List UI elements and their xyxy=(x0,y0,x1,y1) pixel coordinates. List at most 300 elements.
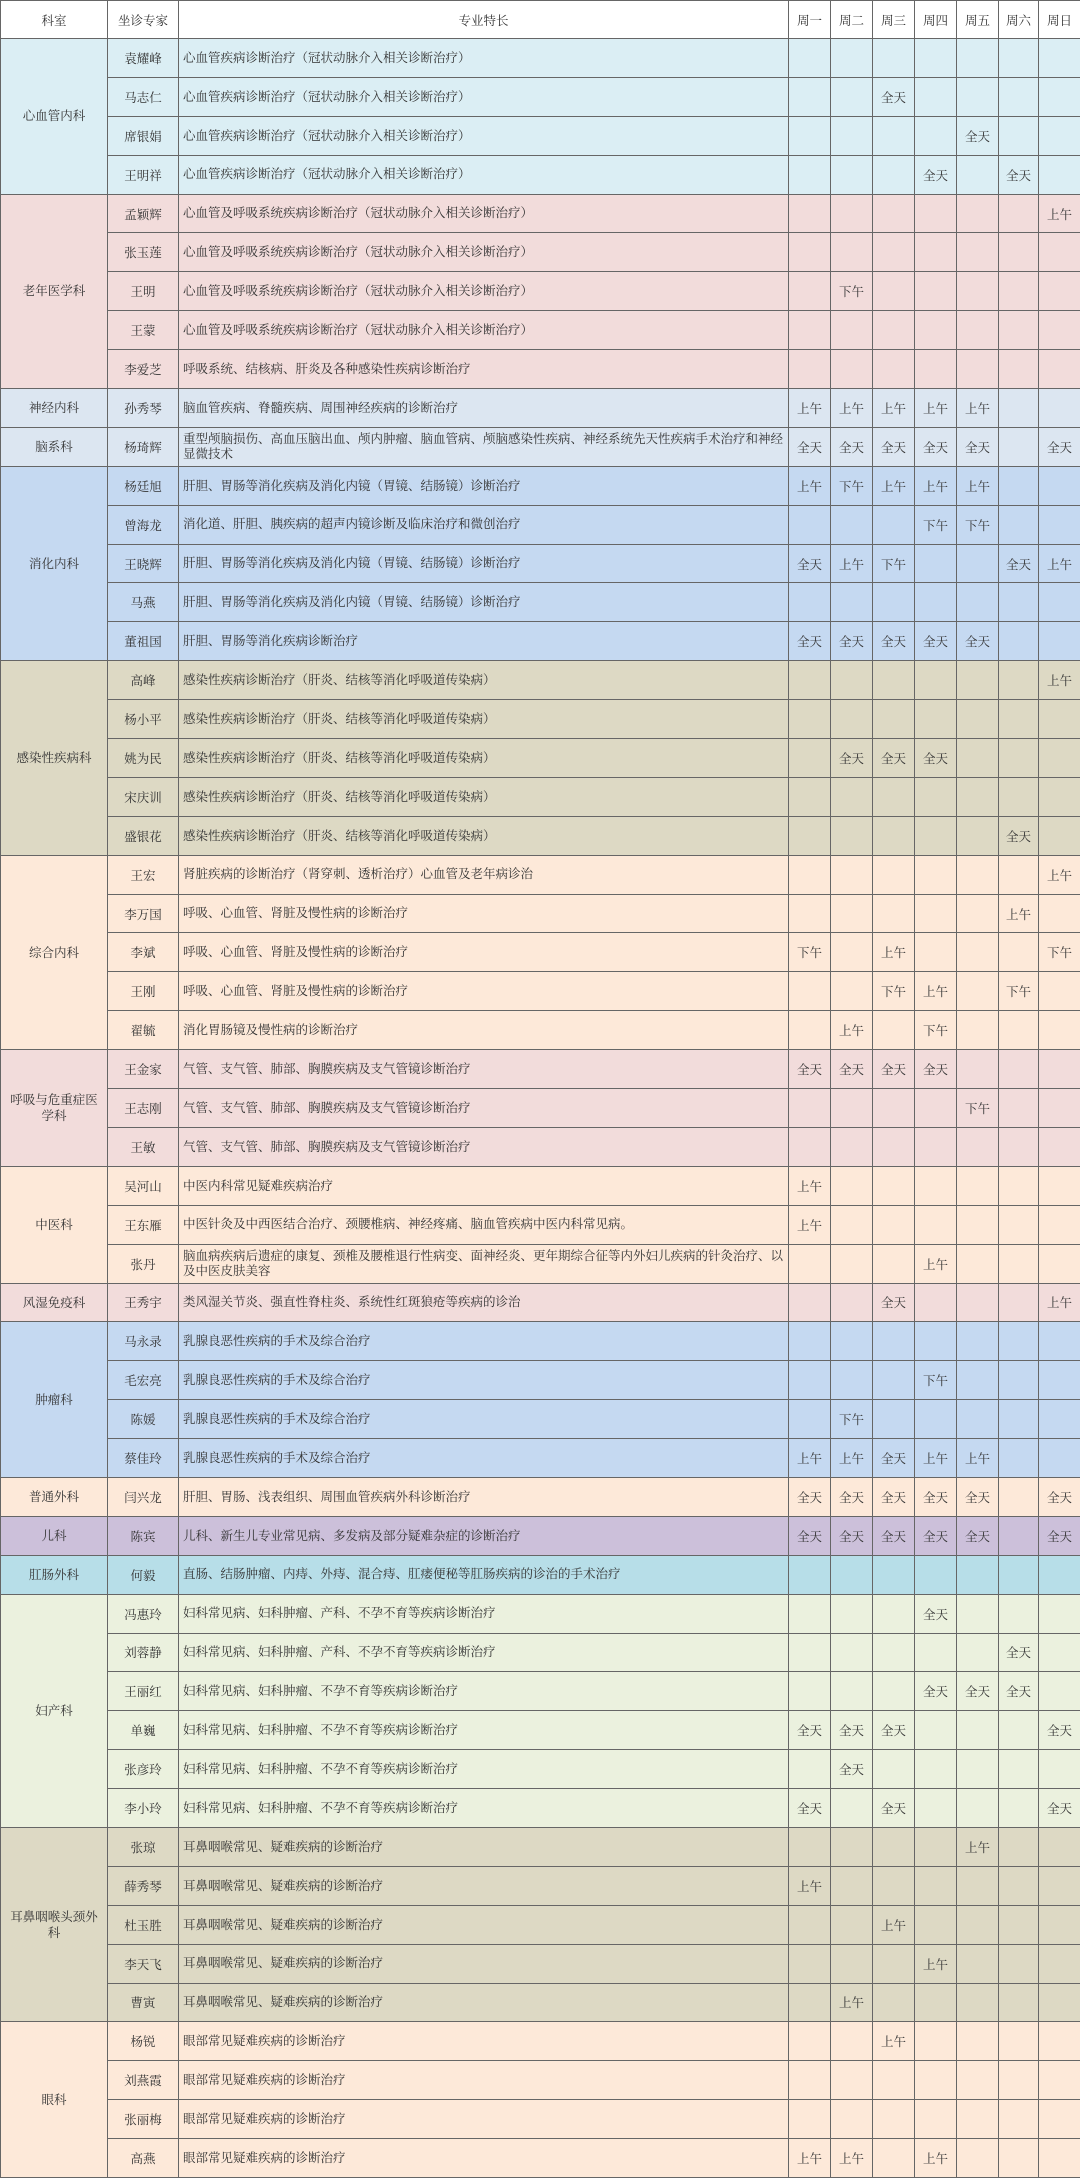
doctor-name: 李天飞 xyxy=(108,1944,179,1983)
schedule-sunday xyxy=(1039,2061,1080,2100)
schedule-monday xyxy=(789,1983,831,2022)
schedule-friday xyxy=(957,972,999,1011)
header-department: 科室 xyxy=(1,1,108,39)
schedule-saturday: 全天 xyxy=(999,816,1039,855)
header-friday: 周五 xyxy=(957,1,999,39)
schedule-wednesday xyxy=(873,583,915,622)
schedule-thursday xyxy=(915,39,957,78)
table-row xyxy=(1,311,1080,350)
schedule-sunday xyxy=(1039,505,1080,544)
specialty-text: 妇科常见病、妇科肿瘤、不孕不育等疾病诊断治疗 xyxy=(179,1672,789,1711)
table-row xyxy=(1,816,1080,855)
schedule-friday xyxy=(957,1011,999,1050)
schedule-saturday xyxy=(999,700,1039,739)
doctor-name: 李斌 xyxy=(108,933,179,972)
schedule-tuesday xyxy=(831,661,873,700)
schedule-friday xyxy=(957,1983,999,2022)
doctor-name: 杨琦辉 xyxy=(108,427,179,466)
schedule-wednesday xyxy=(873,1866,915,1905)
schedule-tuesday xyxy=(831,116,873,155)
schedule-friday xyxy=(957,816,999,855)
schedule-wednesday xyxy=(873,1633,915,1672)
doctor-name: 姚为民 xyxy=(108,739,179,778)
schedule-sunday xyxy=(1039,233,1080,272)
schedule-saturday xyxy=(999,39,1039,78)
department-name: 神经内科 xyxy=(1,389,108,428)
table-row xyxy=(1,2022,1080,2061)
schedule-sunday xyxy=(1039,622,1080,661)
schedule-tuesday: 下午 xyxy=(831,1400,873,1439)
schedule-wednesday xyxy=(873,155,915,194)
table-row xyxy=(1,389,1080,428)
table-row xyxy=(1,233,1080,272)
table-row xyxy=(1,116,1080,155)
table-row xyxy=(1,350,1080,389)
schedule-tuesday: 全天 xyxy=(831,622,873,661)
specialty-text: 消化道、肝胆、胰疾病的超声内镜诊断及临床治疗和微创治疗 xyxy=(179,505,789,544)
table-row xyxy=(1,1516,1080,1555)
table-row xyxy=(1,1205,1080,1244)
table-row xyxy=(1,972,1080,1011)
table-row xyxy=(1,1594,1080,1633)
doctor-name: 马永录 xyxy=(108,1322,179,1361)
schedule-monday xyxy=(789,700,831,739)
schedule-saturday xyxy=(999,1789,1039,1828)
schedule-monday: 全天 xyxy=(789,1789,831,1828)
schedule-tuesday: 全天 xyxy=(831,1711,873,1750)
specialty-text: 感染性疾病诊断治疗（肝炎、结核等消化呼吸道传染病） xyxy=(179,816,789,855)
schedule-thursday xyxy=(915,77,957,116)
doctor-name: 袁耀峰 xyxy=(108,39,179,78)
doctor-name: 单巍 xyxy=(108,1711,179,1750)
schedule-tuesday xyxy=(831,1789,873,1828)
table-row xyxy=(1,272,1080,311)
schedule-tuesday: 全天 xyxy=(831,1750,873,1789)
schedule-wednesday: 全天 xyxy=(873,1711,915,1750)
doctor-name: 陈宾 xyxy=(108,1516,179,1555)
schedule-saturday xyxy=(999,233,1039,272)
schedule-saturday: 全天 xyxy=(999,544,1039,583)
schedule-sunday xyxy=(1039,155,1080,194)
schedule-monday xyxy=(789,1322,831,1361)
schedule-wednesday xyxy=(873,700,915,739)
schedule-friday: 上午 xyxy=(957,466,999,505)
schedule-monday: 下午 xyxy=(789,933,831,972)
schedule-wednesday xyxy=(873,2139,915,2178)
schedule-saturday xyxy=(999,739,1039,778)
schedule-sunday xyxy=(1039,2022,1080,2061)
schedule-saturday xyxy=(999,1439,1039,1478)
specialty-text: 妇科常见病、妇科肿瘤、不孕不育等疾病诊断治疗 xyxy=(179,1711,789,1750)
schedule-saturday xyxy=(999,1050,1039,1089)
schedule-sunday xyxy=(1039,350,1080,389)
schedule-monday xyxy=(789,894,831,933)
schedule-friday xyxy=(957,1905,999,1944)
table-row xyxy=(1,194,1080,233)
schedule-saturday: 下午 xyxy=(999,972,1039,1011)
table-row xyxy=(1,1983,1080,2022)
schedule-wednesday xyxy=(873,1127,915,1166)
schedule-sunday xyxy=(1039,739,1080,778)
header-monday: 周一 xyxy=(789,1,831,39)
schedule-wednesday xyxy=(873,661,915,700)
schedule-thursday xyxy=(915,2061,957,2100)
schedule-sunday xyxy=(1039,77,1080,116)
schedule-sunday xyxy=(1039,1555,1080,1594)
specialty-text: 眼部常见疑难疾病的诊断治疗 xyxy=(179,2139,789,2178)
doctor-name: 席银娟 xyxy=(108,116,179,155)
schedule-friday: 全天 xyxy=(957,622,999,661)
schedule-friday xyxy=(957,2061,999,2100)
schedule-tuesday: 上午 xyxy=(831,2139,873,2178)
schedule-friday xyxy=(957,39,999,78)
doctor-name: 王东雁 xyxy=(108,1205,179,1244)
schedule-saturday xyxy=(999,272,1039,311)
schedule-thursday xyxy=(915,777,957,816)
schedule-tuesday xyxy=(831,505,873,544)
schedule-saturday xyxy=(999,311,1039,350)
schedule-thursday: 上午 xyxy=(915,389,957,428)
schedule-sunday xyxy=(1039,2139,1080,2178)
schedule-monday xyxy=(789,1244,831,1283)
schedule-friday: 下午 xyxy=(957,1089,999,1128)
schedule-saturday xyxy=(999,1944,1039,1983)
schedule-saturday: 上午 xyxy=(999,894,1039,933)
schedule-wednesday: 上午 xyxy=(873,389,915,428)
specialty-text: 呼吸、心血管、肾脏及慢性病的诊断治疗 xyxy=(179,933,789,972)
schedule-tuesday: 全天 xyxy=(831,1477,873,1516)
schedule-tuesday xyxy=(831,1361,873,1400)
schedule-thursday: 下午 xyxy=(915,505,957,544)
schedule-wednesday xyxy=(873,894,915,933)
schedule-friday xyxy=(957,350,999,389)
schedule-saturday xyxy=(999,427,1039,466)
schedule-monday: 全天 xyxy=(789,1516,831,1555)
table-row xyxy=(1,1555,1080,1594)
specialty-text: 眼部常见疑难疾病的诊断治疗 xyxy=(179,2100,789,2139)
doctor-name: 张琼 xyxy=(108,1827,179,1866)
schedule-friday xyxy=(957,1633,999,1672)
doctor-name: 王丽红 xyxy=(108,1672,179,1711)
schedule-tuesday xyxy=(831,1672,873,1711)
schedule-wednesday xyxy=(873,1827,915,1866)
schedule-thursday xyxy=(915,1322,957,1361)
specialty-text: 肝胆、胃肠、浅表组织、周围血管疾病外科诊断治疗 xyxy=(179,1477,789,1516)
schedule-monday xyxy=(789,311,831,350)
schedule-monday xyxy=(789,2061,831,2100)
schedule-sunday xyxy=(1039,1089,1080,1128)
schedule-tuesday xyxy=(831,194,873,233)
department-name: 儿科 xyxy=(1,1516,108,1555)
schedule-wednesday: 全天 xyxy=(873,622,915,661)
schedule-saturday xyxy=(999,1983,1039,2022)
schedule-saturday xyxy=(999,1400,1039,1439)
schedule-tuesday: 下午 xyxy=(831,466,873,505)
table-row xyxy=(1,505,1080,544)
schedule-tuesday xyxy=(831,311,873,350)
schedule-thursday: 上午 xyxy=(915,1439,957,1478)
schedule-friday xyxy=(957,1283,999,1322)
schedule-monday xyxy=(789,116,831,155)
doctor-name: 张彦玲 xyxy=(108,1750,179,1789)
schedule-monday: 全天 xyxy=(789,1477,831,1516)
specialty-text: 乳腺良恶性疾病的手术及综合治疗 xyxy=(179,1361,789,1400)
schedule-tuesday xyxy=(831,1594,873,1633)
specialty-text: 中医针灸及中西医结合治疗、颈腰椎病、神经疼痛、脑血管疾病中医内科常见病。 xyxy=(179,1205,789,1244)
schedule-tuesday xyxy=(831,1322,873,1361)
schedule-monday xyxy=(789,972,831,1011)
department-name: 心血管内科 xyxy=(1,39,108,195)
doctor-name: 张玉莲 xyxy=(108,233,179,272)
schedule-friday xyxy=(957,1944,999,1983)
schedule-thursday xyxy=(915,1166,957,1205)
schedule-sunday xyxy=(1039,894,1080,933)
schedule-wednesday xyxy=(873,116,915,155)
schedule-tuesday: 上午 xyxy=(831,1011,873,1050)
table-row xyxy=(1,1866,1080,1905)
specialty-text: 耳鼻咽喉常见、疑难疾病的诊断治疗 xyxy=(179,1866,789,1905)
doctor-name: 王敏 xyxy=(108,1127,179,1166)
schedule-wednesday xyxy=(873,1089,915,1128)
schedule-wednesday xyxy=(873,2100,915,2139)
schedule-tuesday: 上午 xyxy=(831,1983,873,2022)
table-row xyxy=(1,1905,1080,1944)
doctor-name: 闫兴龙 xyxy=(108,1477,179,1516)
specialty-text: 直肠、结肠肿瘤、内痔、外痔、混合痔、肛瘘便秘等肛肠疾病的诊治的手术治疗 xyxy=(179,1555,789,1594)
schedule-sunday xyxy=(1039,311,1080,350)
schedule-thursday xyxy=(915,233,957,272)
schedule-tuesday: 上午 xyxy=(831,1439,873,1478)
specialty-text: 心血管疾病诊断治疗（冠状动脉介入相关诊断治疗） xyxy=(179,116,789,155)
schedule-saturday xyxy=(999,1166,1039,1205)
schedule-monday xyxy=(789,1555,831,1594)
doctor-name: 杨小平 xyxy=(108,700,179,739)
schedule-monday: 全天 xyxy=(789,1050,831,1089)
schedule-thursday: 全天 xyxy=(915,1594,957,1633)
schedule-saturday xyxy=(999,583,1039,622)
doctor-name: 毛宏亮 xyxy=(108,1361,179,1400)
schedule-monday xyxy=(789,1089,831,1128)
schedule-wednesday xyxy=(873,2061,915,2100)
schedule-friday xyxy=(957,1400,999,1439)
schedule-monday xyxy=(789,1594,831,1633)
schedule-saturday xyxy=(999,2100,1039,2139)
table-row xyxy=(1,1633,1080,1672)
schedule-friday: 上午 xyxy=(957,1439,999,1478)
schedule-friday xyxy=(957,1750,999,1789)
schedule-saturday xyxy=(999,1516,1039,1555)
schedule-thursday xyxy=(915,1089,957,1128)
schedule-saturday xyxy=(999,389,1039,428)
schedule-wednesday: 全天 xyxy=(873,1439,915,1478)
schedule-tuesday xyxy=(831,855,873,894)
schedule-thursday: 全天 xyxy=(915,1477,957,1516)
schedule-friday xyxy=(957,1789,999,1828)
department-name: 脑系科 xyxy=(1,427,108,466)
schedule-saturday xyxy=(999,2061,1039,2100)
schedule-sunday: 下午 xyxy=(1039,933,1080,972)
schedule-saturday xyxy=(999,1711,1039,1750)
specialty-text: 乳腺良恶性疾病的手术及综合治疗 xyxy=(179,1322,789,1361)
schedule-thursday xyxy=(915,1905,957,1944)
doctor-name: 陈媛 xyxy=(108,1400,179,1439)
schedule-tuesday xyxy=(831,1905,873,1944)
schedule-sunday: 全天 xyxy=(1039,427,1080,466)
schedule-thursday xyxy=(915,311,957,350)
schedule-wednesday: 全天 xyxy=(873,1050,915,1089)
header-doctor: 坐诊专家 xyxy=(108,1,179,39)
schedule-saturday xyxy=(999,1750,1039,1789)
schedule-friday xyxy=(957,855,999,894)
specialty-text: 肝胆、胃肠等消化疾病诊断治疗 xyxy=(179,622,789,661)
schedule-wednesday xyxy=(873,1555,915,1594)
schedule-sunday xyxy=(1039,972,1080,1011)
doctor-name: 王晓辉 xyxy=(108,544,179,583)
doctor-name: 王明 xyxy=(108,272,179,311)
schedule-saturday xyxy=(999,1905,1039,1944)
schedule-tuesday xyxy=(831,583,873,622)
doctor-name: 马志仁 xyxy=(108,77,179,116)
specialty-text: 妇科常见病、妇科肿瘤、不孕不育等疾病诊断治疗 xyxy=(179,1789,789,1828)
schedule-monday xyxy=(789,739,831,778)
specialty-text: 耳鼻咽喉常见、疑难疾病的诊断治疗 xyxy=(179,1827,789,1866)
doctor-name: 杨锐 xyxy=(108,2022,179,2061)
schedule-wednesday: 下午 xyxy=(873,972,915,1011)
schedule-saturday xyxy=(999,1322,1039,1361)
table-row xyxy=(1,1477,1080,1516)
schedule-saturday xyxy=(999,1127,1039,1166)
schedule-thursday xyxy=(915,350,957,389)
doctor-name: 蔡佳玲 xyxy=(108,1439,179,1478)
schedule-sunday: 全天 xyxy=(1039,1789,1080,1828)
schedule-friday xyxy=(957,77,999,116)
schedule-monday xyxy=(789,777,831,816)
table-row xyxy=(1,1127,1080,1166)
department-name: 风湿免疫科 xyxy=(1,1283,108,1322)
schedule-tuesday: 全天 xyxy=(831,427,873,466)
table-row xyxy=(1,933,1080,972)
schedule-thursday: 上午 xyxy=(915,972,957,1011)
schedule-wednesday xyxy=(873,1400,915,1439)
schedule-friday xyxy=(957,194,999,233)
specialty-text: 心血管疾病诊断治疗（冠状动脉介入相关诊断治疗） xyxy=(179,39,789,78)
schedule-thursday: 全天 xyxy=(915,1672,957,1711)
schedule-thursday xyxy=(915,1555,957,1594)
specialty-text: 儿科、新生儿专业常见病、多发病及部分疑难杂症的诊断治疗 xyxy=(179,1516,789,1555)
schedule-tuesday: 全天 xyxy=(831,1516,873,1555)
doctor-name: 马燕 xyxy=(108,583,179,622)
schedule-tuesday: 上午 xyxy=(831,544,873,583)
schedule-thursday: 全天 xyxy=(915,155,957,194)
schedule-friday xyxy=(957,1594,999,1633)
doctor-name: 王蒙 xyxy=(108,311,179,350)
schedule-sunday: 上午 xyxy=(1039,194,1080,233)
schedule-saturday xyxy=(999,116,1039,155)
schedule-monday: 上午 xyxy=(789,466,831,505)
header-wednesday: 周三 xyxy=(873,1,915,39)
schedule-wednesday: 全天 xyxy=(873,739,915,778)
doctor-name: 刘燕霞 xyxy=(108,2061,179,2100)
schedule-saturday xyxy=(999,1283,1039,1322)
doctor-name: 薛秀琴 xyxy=(108,1866,179,1905)
schedule-friday: 全天 xyxy=(957,1477,999,1516)
doctor-name: 吴河山 xyxy=(108,1166,179,1205)
schedule-monday xyxy=(789,155,831,194)
schedule-thursday xyxy=(915,1127,957,1166)
schedule-tuesday xyxy=(831,1089,873,1128)
schedule-friday xyxy=(957,739,999,778)
table-row xyxy=(1,622,1080,661)
schedule-monday xyxy=(789,1400,831,1439)
schedule-monday xyxy=(789,233,831,272)
schedule-wednesday: 上午 xyxy=(873,1905,915,1944)
doctor-name: 曹寅 xyxy=(108,1983,179,2022)
specialty-text: 气管、支气管、肺部、胸膜疾病及支气管镜诊断治疗 xyxy=(179,1089,789,1128)
schedule-sunday xyxy=(1039,1439,1080,1478)
specialty-text: 脑血病疾病后遗症的康复、颈椎及腰椎退行性病变、面神经炎、更年期综合征等内外妇儿疾病的针灸治疗、以及中医皮肤美容 xyxy=(179,1244,789,1283)
schedule-saturday: 全天 xyxy=(999,155,1039,194)
schedule-saturday xyxy=(999,505,1039,544)
schedule-thursday xyxy=(915,1789,957,1828)
schedule-monday xyxy=(789,1750,831,1789)
schedule-tuesday xyxy=(831,155,873,194)
schedule-monday: 上午 xyxy=(789,1205,831,1244)
schedule-friday xyxy=(957,272,999,311)
specialty-text: 肾脏疾病的诊断治疗（肾穿刺、透析治疗）心血管及老年病诊治 xyxy=(179,855,789,894)
schedule-saturday xyxy=(999,622,1039,661)
schedule-thursday xyxy=(915,894,957,933)
schedule-tuesday xyxy=(831,2061,873,2100)
schedule-tuesday: 全天 xyxy=(831,739,873,778)
doctor-name: 高峰 xyxy=(108,661,179,700)
schedule-monday: 上午 xyxy=(789,1866,831,1905)
table-row xyxy=(1,1283,1080,1322)
schedule-wednesday xyxy=(873,311,915,350)
doctor-name: 何毅 xyxy=(108,1555,179,1594)
schedule-tuesday xyxy=(831,2022,873,2061)
schedule-tuesday xyxy=(831,972,873,1011)
schedule-friday: 下午 xyxy=(957,505,999,544)
schedule-monday xyxy=(789,1944,831,1983)
specialty-text: 耳鼻咽喉常见、疑难疾病的诊断治疗 xyxy=(179,1983,789,2022)
specialty-text: 眼部常见疑难疾病的诊断治疗 xyxy=(179,2022,789,2061)
schedule-tuesday xyxy=(831,700,873,739)
schedule-saturday xyxy=(999,77,1039,116)
schedule-monday xyxy=(789,1283,831,1322)
schedule-monday xyxy=(789,1127,831,1166)
schedule-monday: 全天 xyxy=(789,544,831,583)
specialty-text: 类风湿关节炎、强直性脊柱炎、系统性红斑狼疮等疾病的诊治 xyxy=(179,1283,789,1322)
schedule-sunday: 上午 xyxy=(1039,661,1080,700)
schedule-sunday xyxy=(1039,1166,1080,1205)
schedule-wednesday xyxy=(873,233,915,272)
schedule-thursday: 全天 xyxy=(915,427,957,466)
schedule-thursday xyxy=(915,2022,957,2061)
doctor-name: 孟颖辉 xyxy=(108,194,179,233)
schedule-thursday xyxy=(915,855,957,894)
schedule-sunday: 上午 xyxy=(1039,1283,1080,1322)
department-name: 肿瘤科 xyxy=(1,1322,108,1478)
schedule-thursday xyxy=(915,1866,957,1905)
table-row xyxy=(1,2100,1080,2139)
schedule-monday xyxy=(789,272,831,311)
schedule-monday xyxy=(789,2100,831,2139)
schedule-sunday xyxy=(1039,39,1080,78)
header-row xyxy=(1,1,1080,39)
schedule-thursday xyxy=(915,933,957,972)
schedule-wednesday: 上午 xyxy=(873,933,915,972)
schedule-monday xyxy=(789,1361,831,1400)
